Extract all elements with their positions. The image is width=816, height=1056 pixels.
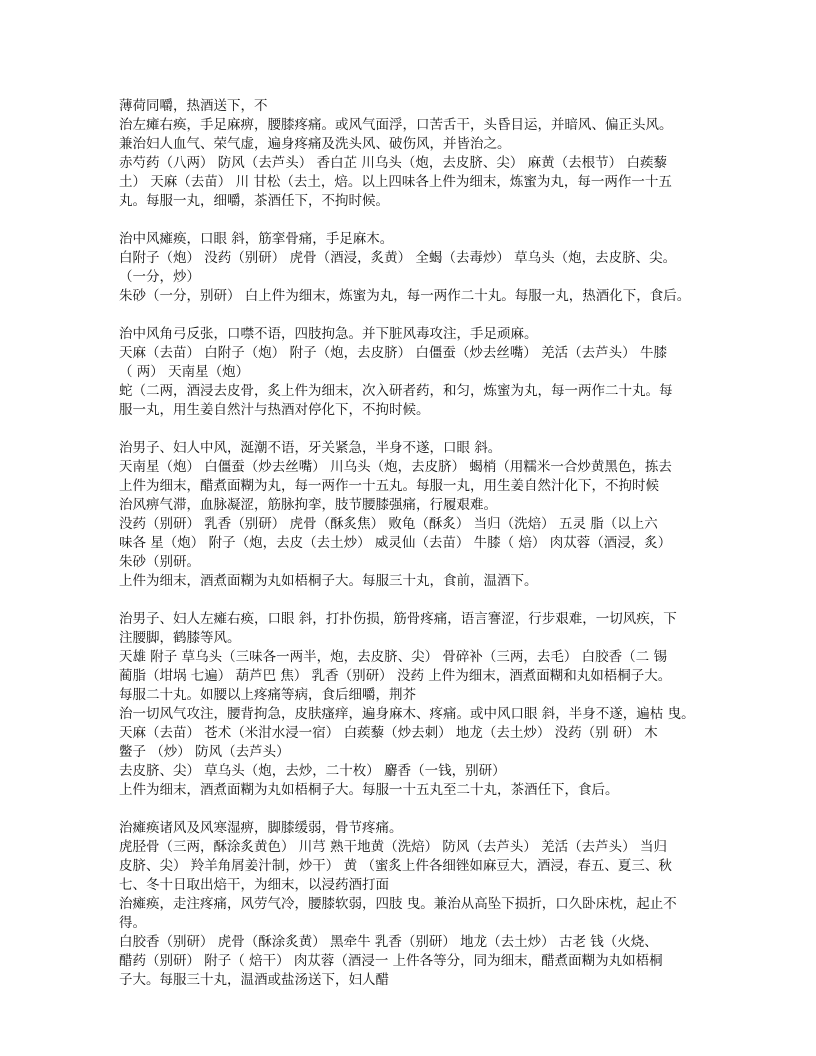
text-line: 虎胫骨（三两，酥涂炙黄色） 川芎 熟干地黄（洗焙） 防风（去芦头） 羌活（去芦头） 当归: [119, 839, 667, 855]
text-line: 治瘫痪诸风及风寒湿痹，脚膝缓弱，骨节疼痛。: [119, 820, 403, 836]
text-line: 上件为细末，酒煮面糊为丸如梧桐子大。每服三十丸，食前，温酒下。: [119, 573, 538, 589]
text-line: 治左瘫右痪，手足麻痹，腰膝疼痛。或风气面浮，口苦舌干，头昏目运，并暗风、偏正头风。: [119, 117, 673, 133]
blank-line: [119, 211, 704, 230]
text-line: 赤芍药（八两） 防风（去芦头） 香白芷 川乌头（炮，去皮脐、尖） 麻黄（去根节） 白蒺藜: [119, 155, 667, 171]
text-line: 天南星（炮） 白僵蚕（炒去丝嘴） 川乌头（炮，去皮脐） 蝎梢（用糯米一合炒黄黑色，拣去: [119, 459, 672, 475]
text-line: 治中风角弓反张，口噤不语，四肢拘急。并下脏风毒攻注，手足顽麻。: [119, 326, 538, 342]
text-line: 薄荷同嚼，热酒送下，不: [119, 98, 268, 114]
blank-line: [119, 800, 704, 819]
text-line: 注腰脚，鹤膝等风。: [119, 630, 241, 646]
text-line: 鳖子 （炒） 防风（去芦头）: [119, 744, 290, 760]
text-line: 上件为细末，酒煮面糊为丸如梧桐子大。每服一十五丸至二十丸，茶酒任下，食后。: [119, 782, 619, 798]
text-line: 土） 天麻（去苗） 川 甘松（去土，焙。以上四味各上件为细末，炼蜜为丸，每一两作一十五: [119, 174, 672, 190]
blank-line: [119, 420, 704, 439]
text-line: 蔺脂（坩埚 七遍） 葫芦巴 焦） 乳香（别研） 没药 上件为细末，酒煮面糊和丸如梧桐子大。: [119, 668, 672, 684]
text-line: 天雄 附子 草乌头（三味各一两半，炮，去皮脐、尖） 骨碎补（三两，去毛） 白胶香（二 锡: [119, 649, 667, 665]
text-line: 味各 星（炮） 附子（炮，去皮（去土炒） 威灵仙（去苗） 牛膝（ 焙） 肉苁蓉（酒浸，炙）: [119, 535, 672, 551]
text-line: 治男子、妇人中风，涎潮不语，牙关紧急，半身不遂，口眼 斜。: [119, 440, 502, 456]
text-line: 服一丸，用生姜自然汁与热酒对停化下，不拘时候。: [119, 402, 430, 418]
text-line: 治风痹气滞，血脉凝涩，筋脉拘挛，肢节腰膝强痛，行履艰难。: [119, 497, 497, 513]
text-line: 醋药（别研） 附子（ 焙干） 肉苁蓉（酒浸一 上件各等分，同为细末，醋煮面糊为丸如梧桐: [119, 953, 663, 969]
document-body: [119, 97, 704, 990]
text-line: 丸。每服一丸，细嚼，茶酒任下，不拘时候。: [119, 193, 389, 209]
text-line: 每服二十丸。如腰以上疼痛等病，食后细嚼，荆芥: [119, 687, 416, 703]
text-line: （一分，炒）: [119, 269, 200, 285]
text-line: （ 两） 天南星（炮）: [119, 364, 250, 380]
text-line: 没药（别研） 乳香（别研） 虎骨（酥炙焦） 败龟（酥炙） 当归（洗焙） 五灵 脂（以上六: [119, 516, 658, 532]
text-line: 皮脐、尖） 羚羊角屑姜汁制，炒干） 黄 （蜜炙上件各细锉如麻豆大，酒浸，春五、夏三、秋: [119, 858, 672, 874]
text-line: 朱砂（一分，别研） 白上件为细末，炼蜜为丸，每一两作二十丸。每服一丸，热酒化下，食后。: [119, 288, 691, 304]
text-line: 治男子、妇人左瘫右痪，口眼 斜，打扑伤损，筋骨疼痛，语言謇涩，行步艰难，一切风疾，下: [119, 611, 677, 627]
text-line: 兼治妇人血气、荣气虚，遍身疼痛及洗头风、破伤风，并皆治之。: [119, 136, 511, 152]
text-line: 白胶香（别研） 虎骨（酥涂炙黄） 黑牵牛 乳香（别研） 地龙（去土炒） 古老 钱（火烧、: [119, 934, 658, 950]
text-line: 七、冬十日取出焙干，为细末，以浸药酒打面: [119, 877, 389, 893]
text-line: 去皮脐、尖） 草乌头（炮，去炒，二十枚） 麝香（一钱，别研）: [119, 763, 506, 779]
text-line: 治一切风气攻注，腰背拘急，皮肤瘙痒，遍身麻木、疼痛。或中风口眼 斜，半身不遂，遍枯 曳。: [119, 706, 695, 722]
text-line: 朱砂（别研。: [119, 554, 200, 570]
text-line: 得。: [119, 915, 146, 931]
blank-line: [119, 591, 704, 610]
text-line: 上件为细末，醋煮面糊为丸，每一两作一十五丸。每服一丸，用生姜自然汁化下，不拘时候: [119, 478, 659, 494]
text-line: 治中风瘫痪，口眼 斜，筋挛骨痛，手足麻木。: [119, 231, 394, 247]
text-line: 天麻（去苗） 白附子（炮） 附子（炮，去皮脐） 白僵蚕（炒去丝嘴） 羌活（去芦头） 牛膝: [119, 345, 667, 361]
text-line: 蛇（二两，酒浸去皮骨，炙上件为细末，次入研者药，和匀，炼蜜为丸，每一两作二十丸。每: [119, 383, 673, 399]
text-line: 子大。每服三十丸，温酒或盐汤送下，妇人醋: [119, 972, 389, 988]
text-line: 天麻（去苗） 苍术（米泔水浸一宿） 白蒺藜（炒去刺） 地龙（去土炒） 没药（别 研） 木: [119, 725, 658, 741]
text-line: 白附子（炮） 没药（别研） 虎骨（酒浸，炙黄） 全蝎（去毒炒） 草乌头（炮，去皮脐、尖。: [119, 250, 677, 266]
text-line: 治瘫痪，走注疼痛，风劳气冷，腰膝软弱，四肢 曳。兼治从高坠下损折，口久卧床枕，起止不: [119, 896, 677, 912]
blank-line: [119, 306, 704, 325]
